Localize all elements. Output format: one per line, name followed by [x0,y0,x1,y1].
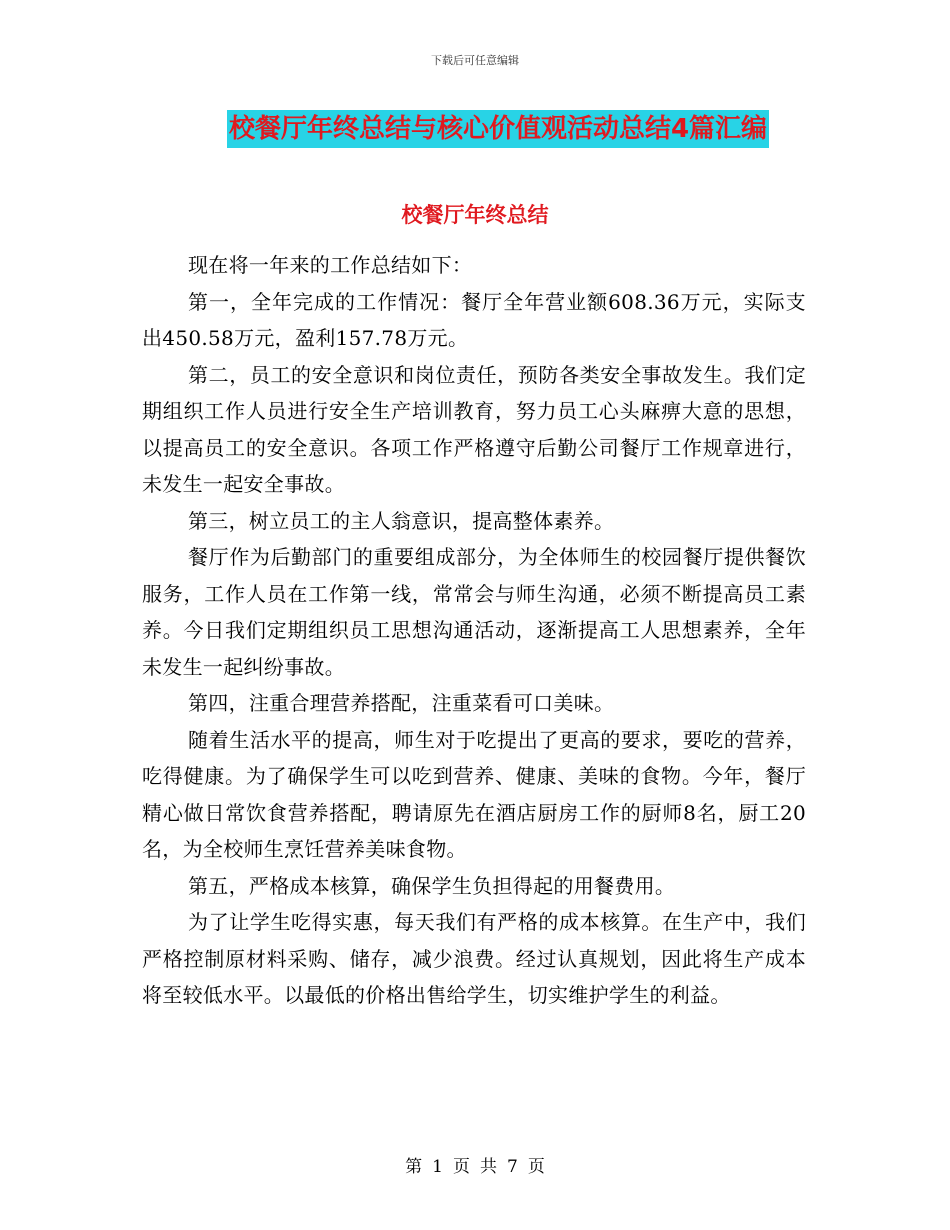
page-number: 1 [432,1157,443,1177]
paragraph: 第五，严格成本核算，确保学生负担得起的用餐费用。 [188,873,676,898]
paragraph: 为了让学生吃得实惠，每天我们有严格的成本核算。在生产中，我们严格控制原材料采购、储存，减少浪费。经过认真规划，因此将生产成本将至较低水平。以最低的价格出售给学生，切实维护学生的利益。 [142,910,806,1007]
document-title: 校餐厅年终总结与核心价值观活动总结4篇汇编 [227,110,769,148]
paragraph: 第二，员工的安全意识和岗位责任，预防各类安全事故发生。我们定期组织工作人员进行安全生产培训教育，努力员工心头麻痹大意的思想，以提高员工的安全意识。各项工作严格遵守后勤公司餐厅工作规章进行，未发生一起安全事故。 [142,362,806,496]
paragraph: 第一，全年完成的工作情况：餐厅全年营业额608.36万元，实际支出450.58万元，盈利157.78万元。 [142,289,806,350]
paragraph: 第四，注重合理营养搭配，注重菜看可口美味。 [188,691,615,715]
paragraph: 第三，树立员工的主人翁意识，提高整体素养。 [188,508,615,533]
paragraph: 餐厅作为后勤部门的重要组成部分，为全体师生的校园餐厅提供餐饮服务，工作人员在工作第一线，常常会与师生沟通，必须不断提高员工素养。今日我们定期组织员工思想沟通活动，逐渐提高工人思想素养，全年未发生一起纠纷事故。 [142,545,806,679]
footer-word: 共 [480,1157,497,1177]
footer-word: 页 [453,1157,470,1177]
footer-word: 第 [405,1157,423,1177]
paragraph: 现在将一年来的工作总结如下： [188,253,473,277]
document-title-container [0,110,950,148]
footer-word: 页 [527,1157,545,1177]
page-footer [0,1152,950,1177]
header-note: 下载后可任意编辑 [431,54,519,67]
section-title: 校餐厅年终总结 [401,203,549,227]
document-body [142,247,806,1014]
paragraph: 随着生活水平的提高，师生对于吃提出了更高的要求，要吃的营养，吃得健康。为了确保学生可以吃到营养、健康、美味的食物。今年，餐厅精心做日常饮食营养搭配，聘请原先在酒店厨房工作的厨师8名，厨工20名，为全校师生烹饪营养美味食物。 [142,727,806,861]
total-pages: 7 [507,1157,518,1177]
